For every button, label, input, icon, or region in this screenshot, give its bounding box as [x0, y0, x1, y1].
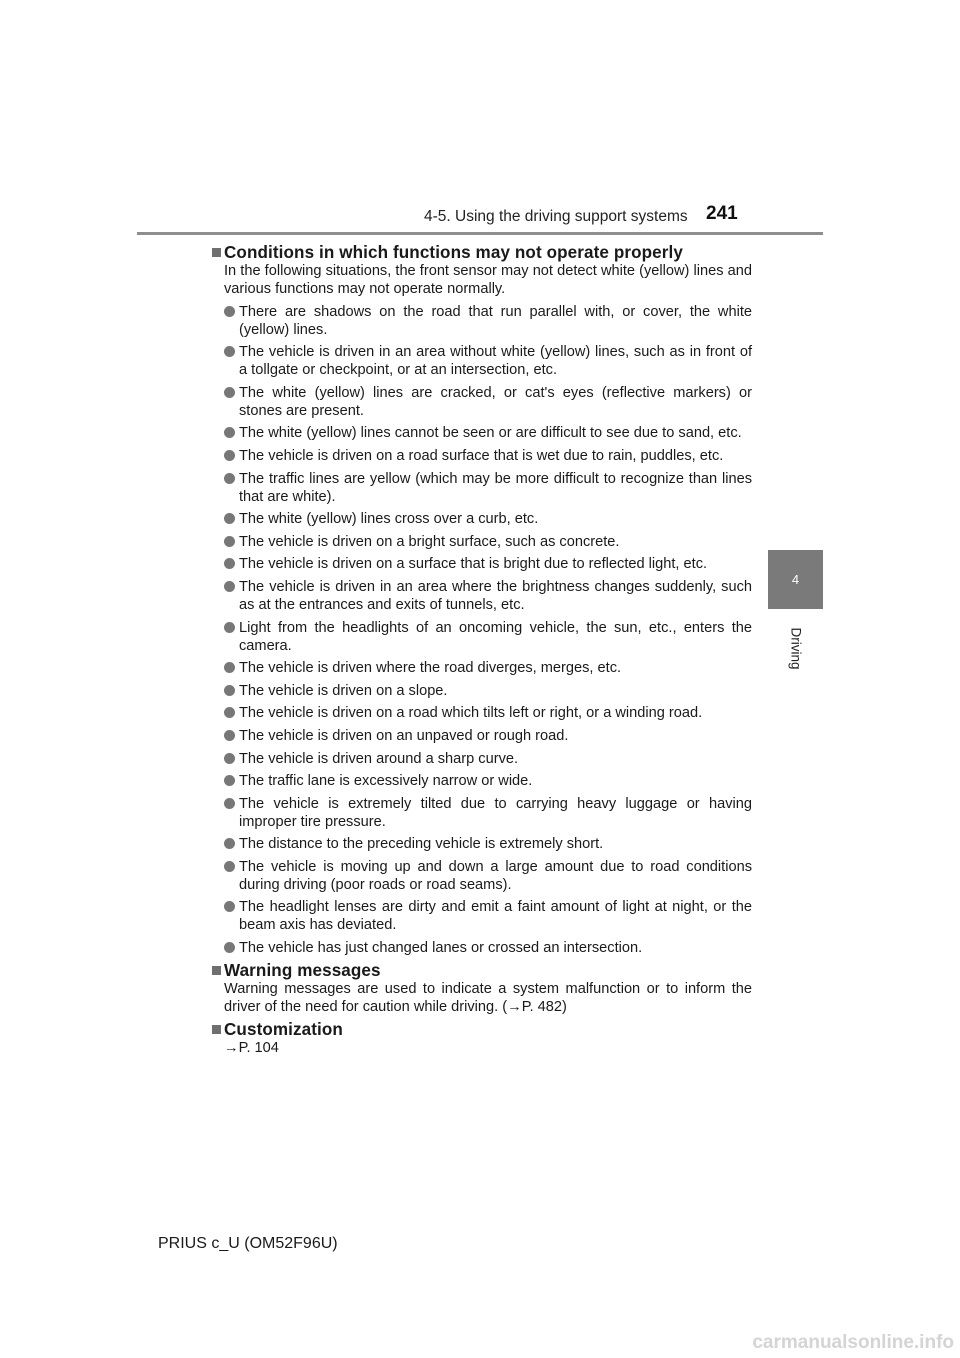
- watermark: carmanualsonline.info: [752, 1332, 954, 1353]
- round-bullet-icon: [224, 775, 235, 786]
- round-bullet-icon: [224, 387, 235, 398]
- list-item: [212, 533, 752, 551]
- square-bullet-icon: [212, 966, 221, 975]
- list-item-text: The white (yellow) lines cannot be seen or are difficult to see due to sand, etc.: [239, 425, 742, 442]
- square-bullet-icon: [212, 1025, 221, 1034]
- round-bullet-icon: [224, 450, 235, 461]
- conditions-list: [212, 303, 752, 957]
- list-item-text: The traffic lines are yellow (which may be more difficult to recognize than lines that are white).: [239, 470, 752, 505]
- list-item-text: The vehicle is driven on a surface that is bright due to reflected light, etc.: [239, 556, 708, 573]
- round-bullet-icon: [224, 581, 235, 592]
- round-bullet-icon: [224, 427, 235, 438]
- section-heading-conditions: [212, 244, 752, 262]
- chapter-tab[interactable]: 4: [768, 550, 823, 609]
- list-item: [212, 659, 752, 677]
- list-item: [212, 578, 752, 614]
- list-item-text: The vehicle has just changed lanes or crossed an intersection.: [239, 940, 643, 957]
- list-item-text: There are shadows on the road that run parallel with, or cover, the white (yellow) lines.: [239, 303, 752, 338]
- list-item: [212, 447, 752, 465]
- list-item: [212, 510, 752, 528]
- list-item: [212, 898, 752, 934]
- round-bullet-icon: [224, 861, 235, 872]
- round-bullet-icon: [224, 622, 235, 633]
- round-bullet-icon: [224, 942, 235, 953]
- section-title: 4-5. Using the driving support systems: [424, 208, 688, 225]
- list-item: [212, 384, 752, 420]
- list-item: [212, 939, 752, 957]
- list-item-text: The headlight lenses are dirty and emit a faint amount of light at night, or the beam axis has deviated.: [239, 899, 752, 934]
- list-item: [212, 795, 752, 831]
- list-item: [212, 704, 752, 722]
- round-bullet-icon: [224, 473, 235, 484]
- list-item-text: The white (yellow) lines cross over a curb, etc.: [239, 511, 539, 528]
- chapter-label-text: Driving: [788, 626, 804, 670]
- section-heading-text: Conditions in which functions may not operate properly: [224, 243, 683, 262]
- list-item-text: The white (yellow) lines are cracked, or cat's eyes (reflective markers) or stones are present.: [239, 384, 752, 419]
- section-body-warning: Warning messages are used to indicate a system malfunction or to inform the driver of the need for caution while driving. (→P. 482): [224, 981, 752, 1016]
- list-item: [212, 772, 752, 790]
- list-item-text: The vehicle is driven around a sharp curve.: [239, 750, 519, 767]
- round-bullet-icon: [224, 306, 235, 317]
- round-bullet-icon: [224, 838, 235, 849]
- round-bullet-icon: [224, 901, 235, 912]
- list-item-text: The traffic lane is excessively narrow or wide.: [239, 773, 533, 790]
- list-item-text: The vehicle is driven in an area where the brightness changes suddenly, such as at the entrances and exits of tunnels, etc.: [239, 578, 752, 613]
- list-item: [212, 682, 752, 700]
- list-item: [212, 835, 752, 853]
- list-item-text: The vehicle is extremely tilted due to carrying heavy luggage or having improper tire pressure.: [239, 795, 752, 830]
- list-item: [212, 424, 752, 442]
- round-bullet-icon: [224, 685, 235, 696]
- list-item-text: Light from the headlights of an oncoming vehicle, the sun, etc., enters the camera.: [239, 619, 752, 654]
- list-item-text: The vehicle is driven on a road which tilts left or right, or a winding road.: [239, 705, 703, 722]
- list-item-text: The vehicle is driven on a road surface that is wet due to rain, puddles, etc.: [239, 447, 724, 464]
- section-heading-text: Warning messages: [224, 961, 381, 981]
- section-body-conditions: In the following situations, the front sensor may not detect white (yellow) lines and various functions may not operate normally.: [224, 263, 752, 297]
- list-item-text: The vehicle is moving up and down a large amount due to road conditions during driving (poor roads or road seams).: [239, 858, 752, 893]
- round-bullet-icon: [224, 798, 235, 809]
- list-item-text: The vehicle is driven on a slope.: [239, 682, 448, 699]
- list-item: [212, 343, 752, 379]
- list-item: [212, 727, 752, 745]
- section-heading-warning: [212, 962, 752, 980]
- page-reference-link[interactable]: →P. 104: [224, 1040, 279, 1057]
- model-footer: PRIUS c_U (OM52F96U): [158, 1235, 338, 1252]
- list-item-text: The vehicle is driven on a bright surface, such as concrete.: [239, 533, 620, 550]
- list-item-text: The vehicle is driven in an area without white (yellow) lines, such as in front of a tollgate or checkpoint, or at an intersection, etc.: [239, 344, 752, 379]
- round-bullet-icon: [224, 558, 235, 569]
- round-bullet-icon: [224, 730, 235, 741]
- round-bullet-icon: [224, 513, 235, 524]
- round-bullet-icon: [224, 346, 235, 357]
- round-bullet-icon: [224, 753, 235, 764]
- page-number: 241: [706, 203, 738, 224]
- list-item: [212, 555, 752, 573]
- round-bullet-icon: [224, 536, 235, 547]
- square-bullet-icon: [212, 248, 221, 257]
- list-item-text: The distance to the preceding vehicle is extremely short.: [239, 836, 604, 853]
- round-bullet-icon: [224, 707, 235, 718]
- chapter-label: [784, 618, 808, 678]
- list-item-text: The vehicle is driven on an unpaved or rough road.: [239, 727, 569, 744]
- round-bullet-icon: [224, 662, 235, 673]
- list-item: [212, 858, 752, 894]
- list-item: [212, 750, 752, 768]
- page-content: [212, 244, 752, 1057]
- list-item: [212, 619, 752, 655]
- list-item: [212, 470, 752, 506]
- section-heading-text: Customization: [224, 1020, 343, 1040]
- section-heading-customization: [212, 1021, 752, 1039]
- list-item-text: The vehicle is driven where the road diverges, merges, etc.: [239, 660, 622, 677]
- list-item: [212, 303, 752, 339]
- header-divider: [137, 232, 823, 235]
